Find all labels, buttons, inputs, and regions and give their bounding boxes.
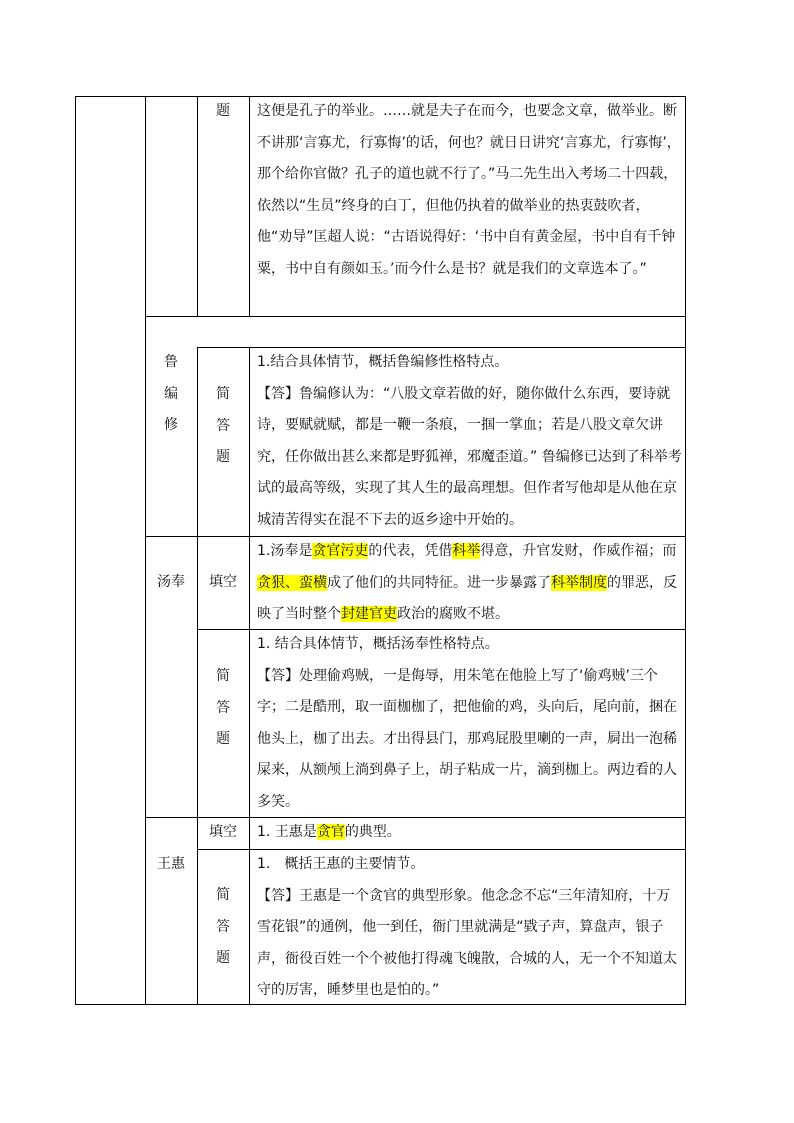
wanghui-fill-highlight: 贪官 xyxy=(316,824,345,840)
tangfeng-fill-highlight: 科举 xyxy=(452,543,481,559)
wanghui-short-question: 1. 概括王惠的主要情节。 xyxy=(257,856,425,872)
tangfeng-short-answer: 【答】处理偷鸡贼，一是侮辱，用朱笔在他脸上写了‘偷鸡贼’三个字；二是酷刑，取一面枷枷了，把他偷的鸡，头向后，尾向前，捆在他头上，枷了出去。才出得县门，那鸡屁股里喇的一声，屙出一泡稀屎来，从额颅上淌到鼻子上，胡子粘成一片，滴到枷上。两边看的人多笑。 xyxy=(257,667,677,810)
lubianxiu-content xyxy=(257,347,682,537)
wanghui-short-answer: 【答】王惠是一个贪官的典型形象。他念念不忘“三年清知府，十万雪花银”的通例，他一到任，衙门里就满是“戥子声，算盘声，银子声，衙役百姓一个个被他打得魂飞魄散，合城的人，无一个不知道太守的厉害，睡梦里也是怕的。” xyxy=(257,887,677,999)
top-text: 这便是孔子的举业。……就是夫子在而今，也要念文章，做举业。断不讲那‘言寡尤，行寡悔’的话，何也？就日日讲究‘言寡尤，行寡悔’，那个给你官做？孔子的道也就不行了。”马二先生出入考场二十四载，依然以“生员”终身的白丁，但他仍执着的做举业的热衷鼓吹者，他“劝导”匡超人说：“古语说得好：‘书中自有黄金屋，书中自有千钟粟，书中自有颜如玉。’而今什么是书？就是我们的文章选本了。” xyxy=(257,103,681,277)
tangfeng-fill-part: 政治的腐败不堪。 xyxy=(397,606,509,623)
tangfeng-fill-highlight: 封建官吏 xyxy=(341,606,397,623)
table-divider-col3-bottom xyxy=(249,347,250,1005)
tangfeng-fill-highlight: 贪狠、蛮横 xyxy=(257,574,327,591)
tangfeng-fill-text xyxy=(257,536,682,631)
tangfeng-short-type-char: 答 xyxy=(216,699,230,716)
wanghui-short-content xyxy=(257,849,682,1007)
table-divider-col2-top xyxy=(197,96,198,316)
tangfeng-short-question: 1. 结合具体情节，概括汤奉性格特点。 xyxy=(257,636,499,652)
wanghui-fill-label: 填空 xyxy=(209,824,237,840)
lubianxiu-type-char: 答 xyxy=(216,417,230,434)
tangfeng-fill-part: 得意，升官发财，作威作福；而 xyxy=(480,543,677,559)
table-divider-col3-top xyxy=(249,96,250,316)
tangfeng-short-content xyxy=(257,629,682,819)
tangfeng-fill-label: 填空 xyxy=(209,574,237,590)
lubianxiu-name-char: 修 xyxy=(164,417,178,433)
wanghui-short-type xyxy=(197,880,249,975)
lubianxiu-name xyxy=(145,347,197,442)
wanghui-short-type-char: 题 xyxy=(216,950,230,966)
tangfeng-fill-part: 的代表，凭借 xyxy=(368,543,453,559)
tangfeng-fill-highlight: 科举制度 xyxy=(551,574,607,591)
row-divider-1 xyxy=(145,316,686,317)
lubianxiu-type-char: 题 xyxy=(216,449,230,465)
top-content xyxy=(257,96,682,286)
table-border-left xyxy=(75,96,76,1005)
tangfeng-fill-content xyxy=(257,536,682,631)
lubianxiu-name-char: 编 xyxy=(164,385,178,402)
lubianxiu-type-char: 简 xyxy=(216,386,230,402)
lubianxiu-answer: 【答】鲁编修认为：“八股文章若做的好，随你做什么东西，要诗就诗，要赋就赋，都是一鞭一条痕，一掴一掌血；若是八股文章欠讲究，任你做出甚么来都是野狐禅，邪魔歪道。” 鲁编修已达到了科举考试的最高等级，实现了其人生的最高理想。但作者写他却是从他在京城清苦得实在混不下去的返乡途中开始的。 xyxy=(257,385,682,528)
wanghui-fill-content xyxy=(257,817,682,849)
table-border-right xyxy=(685,96,686,1005)
tangfeng-short-type-char: 题 xyxy=(216,731,230,747)
top-type-label: 题 xyxy=(216,103,230,119)
lubianxiu-question: 1.结合具体情节，概括鲁编修性格特点。 xyxy=(257,354,509,370)
tangfeng-fill-part: 的罪恶，反映了当时整个 xyxy=(257,574,677,623)
wanghui-fill-text xyxy=(257,817,682,849)
wanghui-fill-part: 的典型。 xyxy=(344,824,401,840)
wanghui-name: 王惠 xyxy=(157,856,185,872)
lubianxiu-type xyxy=(197,379,249,474)
tangfeng-short-type xyxy=(197,661,249,756)
tangfeng-fill-part: 成了他们的共同特征。进一步暴露了 xyxy=(327,574,551,591)
lubianxiu-name-char: 鲁 xyxy=(164,354,178,370)
wanghui-short-type-char: 简 xyxy=(216,887,230,903)
tangfeng-fill-highlight: 贪官污吏 xyxy=(312,543,369,559)
wanghui-short-type-char: 答 xyxy=(216,918,230,935)
tangfeng-name: 汤奉 xyxy=(157,574,185,590)
wanghui-fill-part: 1. 王惠是 xyxy=(257,824,317,840)
tangfeng-fill-part: 1.汤奉是 xyxy=(257,543,313,559)
tangfeng-short-type-char: 简 xyxy=(216,668,230,684)
